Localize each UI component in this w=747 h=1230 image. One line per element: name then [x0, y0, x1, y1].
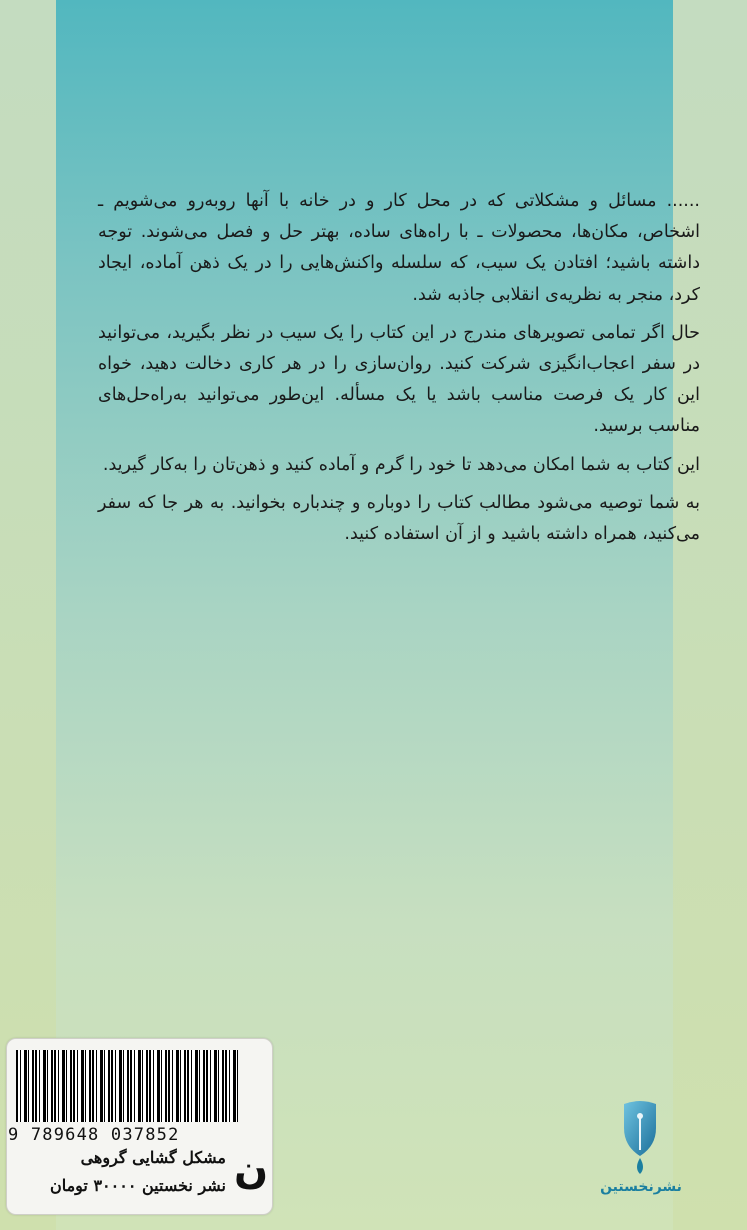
sticker-publisher-mark: ن — [234, 1147, 269, 1193]
paragraph-3: این کتاب به شما امکان می‌دهد تا خود را گرم و آماده کنید و ذهن‌تان را به‌کار گیرید. — [102, 454, 700, 475]
paragraph-2: حال اگر تمامی تصویرهای مندرج در این کتاب را یک سیب در نظر بگیرید، می‌توانید در سفر اعجاب‌انگیزی شرکت کنید. روان‌سازی را در هر کاری دخالت دهید، خواه این کار یک فرصت مناسب باشد یا یک مسأله. این‌طور می‌توانید به‌راه‌حل‌های مناسب برسید. — [98, 322, 700, 437]
isbn-digits: 9 789648 037852 — [8, 1125, 180, 1145]
sticker-price: نشر نخستین ۳۰۰۰۰ تومان — [49, 1176, 226, 1195]
sticker-title: مشکل گشایی گروهی — [80, 1148, 226, 1167]
publisher-name: نشرنخستین — [600, 1179, 682, 1195]
barcode — [16, 1050, 238, 1122]
back-cover-text — [98, 186, 700, 557]
paragraph-4: به شما توصیه می‌شود مطالب کتاب را دوباره و چندباره بخوانید. به هر جا که سفر می‌کنید، همراه داشته باشید و از آن استفاده کنید. — [98, 492, 700, 545]
paragraph-1: ...... مسائل و مشکلاتی که در محل کار و در خانه با آنها روبه‌رو می‌شویم ـ اشخاص، مکان‌ها، محصولات ـ با راه‌های ساده، بهتر حل و فصل می‌شوند. توجه داشته باشید؛ افتادن یک سیب، که سلسله واکنش‌هایی را در یک ذهن آماده، ایجاد کرد، منجر به نظریه‌ی انقلابی جاذبه شد. — [98, 191, 700, 305]
